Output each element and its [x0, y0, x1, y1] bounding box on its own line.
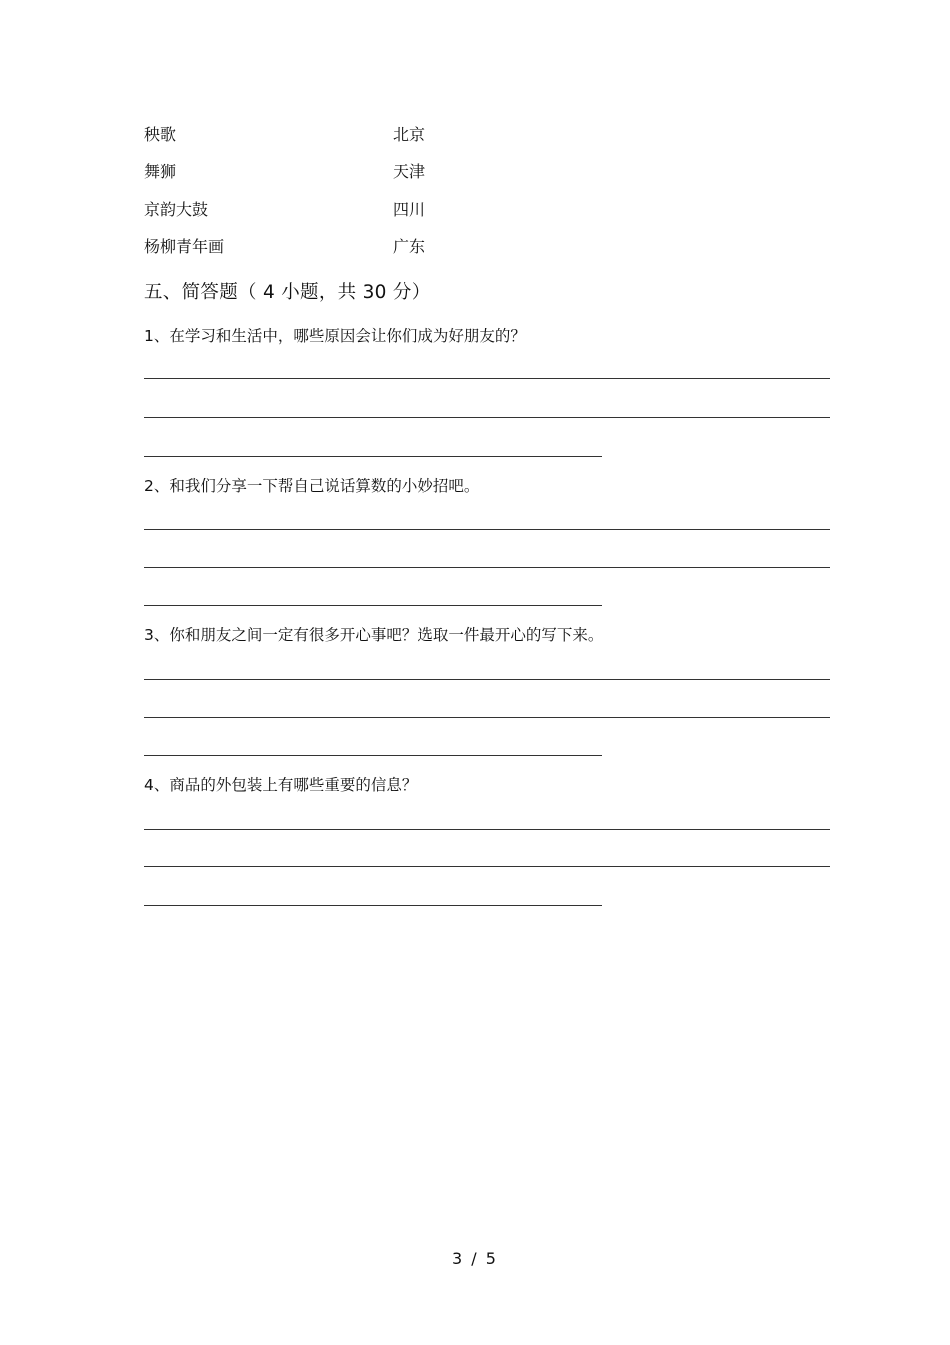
- answer-line[interactable]: [144, 905, 602, 906]
- question-3: 3、你和朋友之间一定有很多开心事吧？选取一件最开心的写下来。: [144, 626, 604, 644]
- answer-line[interactable]: [144, 866, 830, 867]
- matching-right-item: 广东: [393, 237, 426, 256]
- matching-left-item: 舞狮: [144, 162, 177, 181]
- section-title: 五、简答题（ 4 小题，共 30 分）: [144, 282, 431, 303]
- matching-right-item: 北京: [393, 125, 426, 144]
- answer-line[interactable]: [144, 567, 830, 568]
- question-1: 1、在学习和生活中，哪些原因会让你们成为好朋友的？: [144, 327, 526, 345]
- matching-right-item: 天津: [393, 162, 426, 181]
- answer-line[interactable]: [144, 829, 830, 830]
- answer-line[interactable]: [144, 679, 830, 680]
- answer-line[interactable]: [144, 717, 830, 718]
- matching-left-item: 杨柳青年画: [144, 237, 225, 256]
- question-4: 4、商品的外包装上有哪些重要的信息？: [144, 776, 418, 794]
- answer-line[interactable]: [144, 417, 830, 418]
- answer-line[interactable]: [144, 456, 602, 457]
- page-number: 3 / 5: [452, 1249, 498, 1268]
- answer-line[interactable]: [144, 529, 830, 530]
- matching-left-item: 秧歌: [144, 125, 177, 144]
- matching-right-item: 四川: [393, 200, 426, 219]
- question-2: 2、和我们分享一下帮自己说话算数的小妙招吧。: [144, 477, 480, 495]
- answer-line[interactable]: [144, 378, 830, 379]
- answer-line[interactable]: [144, 605, 602, 606]
- matching-left-item: 京韵大鼓: [144, 200, 209, 219]
- answer-line[interactable]: [144, 755, 602, 756]
